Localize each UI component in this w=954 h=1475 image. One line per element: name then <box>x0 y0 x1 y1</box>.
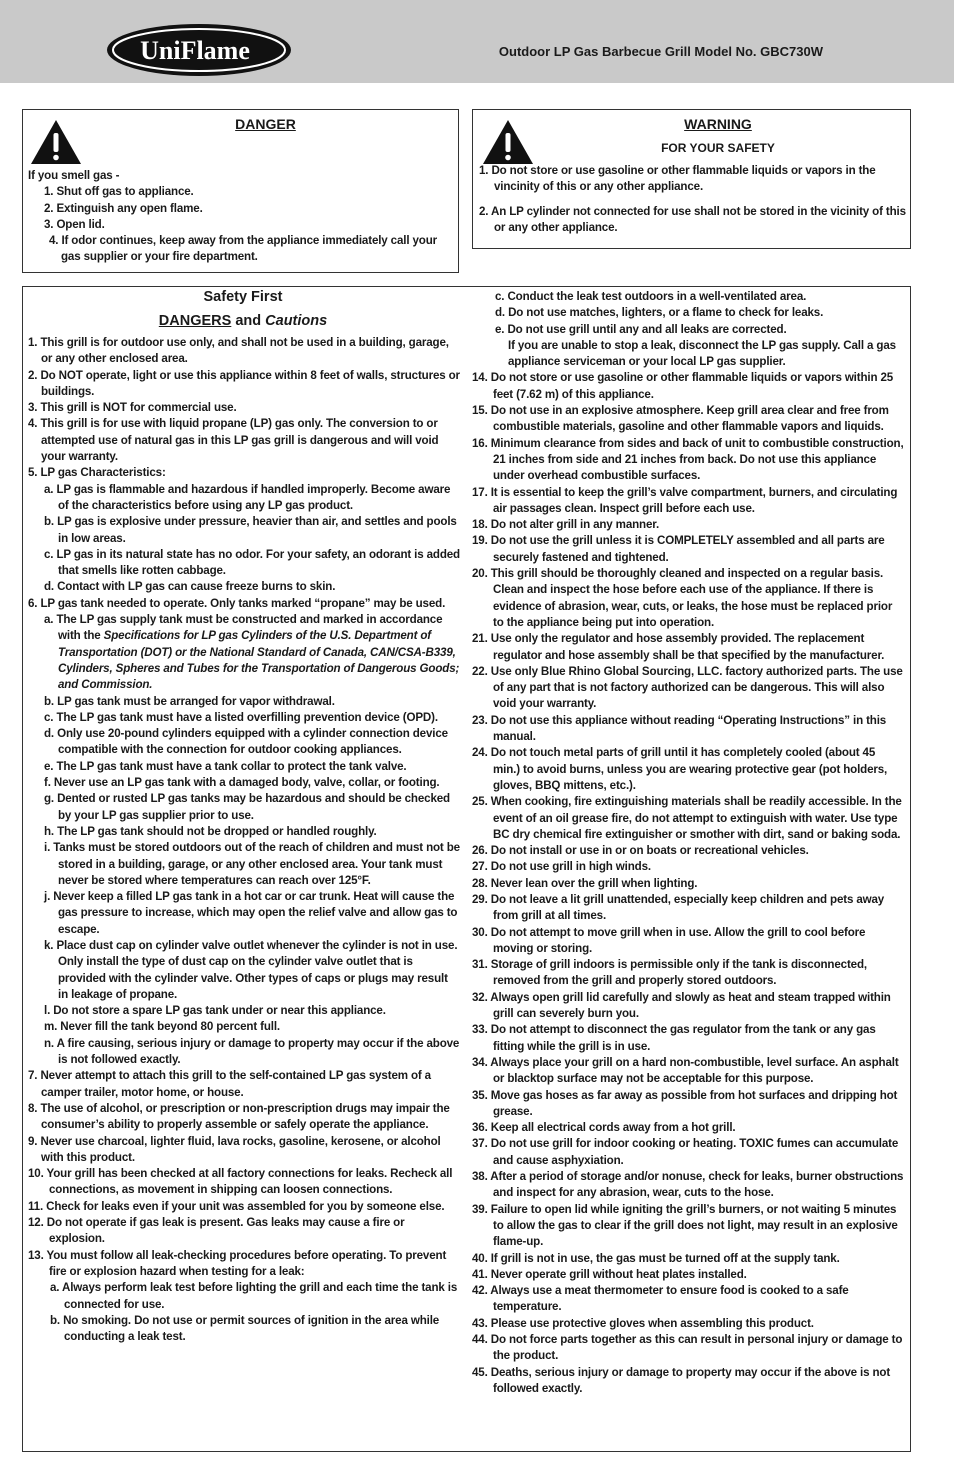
subtitle-dangers: DANGERS <box>158 313 232 329</box>
list-item: 42. Always use a meat thermometer to ensure food is cooked to a safe temperature. <box>472 1284 849 1314</box>
list-note <box>472 338 904 371</box>
list-subitem <box>28 612 460 693</box>
list-subitem: i. Tanks must be stored outdoors out of the reach of children and must not be stored in a building, garage, or any other enclosed area. Your tank must never be stored where temperatures can reach over 125°F. <box>44 841 460 887</box>
danger-list <box>28 168 456 266</box>
list-item: 38. After a period of storage and/or nonuse, check for leaks, burner obstructions and inspect for any abrasion, wear, cuts to the hose. <box>472 1170 904 1200</box>
list-subitem: k. Place dust cap on cylinder valve outlet whenever the cylinder is not in use. Only install the type of dust cap on the cylinder valve outlet that is provided with the cylinder valve. Other types of caps or plugs may result in leakage of propane. <box>44 938 458 1001</box>
list-item: 23. Do not use this appliance without reading “Operating Instructions” in this manual. <box>472 713 887 744</box>
list-item: 20. This grill should be thoroughly cleaned and inspected on a regular basis. Clean and inspect the hose before each use of the appliance. If there is evidence of abrasion, wear, cuts, or leaks, the hose must be replaced prior to the appliance being put into operation. <box>472 567 893 629</box>
list-item: 40. If grill is not in use, the gas must be turned off at the supply tank. <box>472 1251 840 1265</box>
safety-box <box>22 286 911 1452</box>
list-subitem: a. LP gas is flammable and hazardous if handled improperly. Become aware of the characteristics before using any LP gas product. <box>44 482 451 512</box>
list-subitem: b. LP gas tank must be arranged for vapor withdrawal. <box>44 694 335 708</box>
dot-specification-reference: Specifications for LP gas Cylinders of the U.S. Department of Transportation (DOT) or the National Standard of Canada, CAN/CSA-B339, Cylinders, Spheres and Tubes for the Transportation of Dangerous Goods; and Commission. <box>58 629 460 692</box>
list-subitem: m. Never fill the tank beyond 80 percent full. <box>44 1020 280 1034</box>
list-item: 43. Please use protective gloves when assembling this product. <box>472 1316 814 1330</box>
list-item: 22. Use only Blue Rhino Global Sourcing, LLC. factory authorized parts. The use of any part that is not factory authorized can be dangerous. This will also void your warranty. <box>472 664 903 711</box>
list-subitem: d. Only use 20-pound cylinders equipped with a cylinder connection device compatible with the connection for outdoor cooking appliances. <box>44 727 448 757</box>
list-item: 39. Failure to open lid while igniting the grill’s burners, or not waiting 5 minutes to allow the gas to clear if the grill does not light, may result in an explosive flame-up. <box>472 1202 898 1249</box>
list-subitem: e. The LP gas tank must have a tank collar to protect the tank valve. <box>44 759 407 773</box>
list-subitem: j. Never keep a filled LP gas tank in a hot car or car trunk. Heat will cause the gas pressure to increase, which may open the relief valve and allow gas to escape. <box>44 890 458 936</box>
list-subitem: h. The LP gas tank should not be dropped or handled roughly. <box>44 824 377 838</box>
list-subitem: b. LP gas is explosive under pressure, heavier than air, and settles and pools in low areas. <box>44 515 457 545</box>
warning-title: WARNING <box>684 116 752 132</box>
list-subitem: a. Always perform leak test before lighting the grill and each time the tank is connected for use. <box>50 1281 458 1311</box>
list-item: 18. Do not alter grill in any manner. <box>472 518 660 532</box>
list-subitem: g. Dented or rusted LP gas tanks may be hazardous and should be checked by your LP gas supplier prior to use. <box>44 792 450 822</box>
model-title: Outdoor LP Gas Barbecue Grill Model No. GBC730W <box>498 44 823 59</box>
list-item: 3. This grill is NOT for commercial use. <box>28 401 237 415</box>
subtitle-cautions: Cautions <box>265 313 328 329</box>
list-item: 29. Do not leave a lit grill unattended, especially keep children and pets away from grill at all times. <box>472 892 885 923</box>
danger-item: 3. Open lid. <box>44 217 105 231</box>
leak-note: If you are unable to stop a leak, disconnect the LP gas supply. Call a gas appliance serviceman or your local LP gas supplier. <box>508 338 896 369</box>
list-item: 2. Do NOT operate, light or use this appliance within 8 feet of walls, structures or buildings. <box>28 368 460 398</box>
list-item: 27. Do not use grill in high winds. <box>472 860 651 874</box>
safety-right-column <box>472 289 904 1397</box>
warning-list <box>479 163 907 244</box>
list-item: 15. Do not use in an explosive atmosphere. Keep grill area clear and free from combustible materials, gasoline and other flammable vapors and liquids. <box>472 404 889 434</box>
list-item: 32. Always open grill lid carefully and slowly as heat and steam trapped within grill can severely burn you. <box>472 990 891 1021</box>
warning-item: 1. Do not store or use gasoline or other flammable liquids or vapors in the vincinity of this or any other appliance. <box>479 164 876 194</box>
list-item: 24. Do not touch metal parts of grill until it has completely cooled (about 45 min.) to avoid burns, unless you are wearing protective gear (pot holders, gloves, BBQ mittens, etc.). <box>472 746 888 792</box>
warning-item: 2. An LP cylinder not connected for use shall not be stored in the vicinity of this or any other appliance. <box>479 204 906 234</box>
list-item: 12. Do not operate if gas leak is present. Gas leaks may cause a fire or explosion. <box>28 1216 405 1246</box>
list-subitem: d. Contact with LP gas can cause freeze burns to skin. <box>44 580 336 594</box>
safety-left-column <box>28 335 460 1345</box>
list-item: 5. LP gas Characteristics: <box>28 466 166 480</box>
list-item: 4. This grill is for use with liquid propane (LP) gas only. The conversion to or attempted use of natural gas in this LP gas grill is dangerous and will void your warranty. <box>28 417 439 464</box>
safety-subtitle <box>23 313 463 329</box>
safety-title: Safety First <box>203 289 283 305</box>
list-item: 26. Do not install or use in or on boats or recreational vehicles. <box>472 844 809 858</box>
list-item: 14. Do not store or use gasoline or other flammable liquids or vapors within 25 feet (7.62 m) of this appliance. <box>472 371 894 401</box>
danger-item: 4. If odor continues, keep away from the appliance immediately call your gas supplier or your fire department. <box>49 234 438 264</box>
brand-logo <box>105 22 293 78</box>
list-item: 7. Never attempt to attach this grill to the self-contained LP gas system of a camper trailer, motor home, or house. <box>28 1069 431 1099</box>
list-item: 45. Deaths, serious injury or damage to property may occur if the above is not followed exactly. <box>472 1365 891 1395</box>
subtitle-and: and <box>231 313 266 329</box>
list-item: 10. Your grill has been checked at all factory connections for leaks. Recheck all connections, as movement in shipping can loosen connections. <box>28 1167 453 1197</box>
list-item: 19. Do not use the grill unless it is COMPLETELY assembled and all parts are securely fastened and tightened. <box>472 534 885 564</box>
list-subitem: f. Never use an LP gas tank with a damaged body, valve, collar, or footing. <box>44 776 440 790</box>
list-subitem: l. Do not store a spare LP gas tank under or near this appliance. <box>44 1004 386 1018</box>
danger-item: 1. Shut off gas to appliance. <box>44 185 194 199</box>
list-subitem: c. LP gas in its natural state has no odor. For your safety, an odorant is added that smells like rotten cabbage. <box>44 547 460 578</box>
list-subitem: b. No smoking. Do not use or permit sources of ignition in the area while conducting a leak test. <box>50 1313 440 1344</box>
list-item: 35. Move gas hoses as far away as possible from hot surfaces and dripping hot grease. <box>472 1088 898 1118</box>
list-item: 1. This grill is for outdoor use only, and shall not be used in a building, garage, or any other enclosed area. <box>28 336 449 366</box>
list-item: 30. Do not attempt to move grill when in use. Allow the grill to cool before moving or storing. <box>472 925 866 955</box>
danger-title: DANGER <box>235 116 296 132</box>
list-subitem: n. A fire causing, serious injury or damage to property may occur if the above is not followed exactly. <box>44 1036 460 1067</box>
list-item: 6. LP gas tank needed to operate. Only tanks marked “propane” may be used. <box>28 596 446 610</box>
brand-name: UniFlame <box>140 36 250 65</box>
danger-intro: If you smell gas - <box>28 169 120 182</box>
danger-item: 2. Extinguish any open flame. <box>44 201 203 215</box>
list-subitem: c. The LP gas tank must have a listed overfilling prevention device (OPD). <box>44 710 438 724</box>
list-item: 11. Check for leaks even if your unit was assembled for you by someone else. <box>28 1199 445 1213</box>
list-item: 31. Storage of grill indoors is permissible only if the tank is disconnected, removed from the grill and properly stored outdoors. <box>472 958 867 988</box>
list-item: 37. Do not use grill for indoor cooking or heating. TOXIC fumes can accumulate and cause asphyxiation. <box>472 1137 899 1167</box>
list-item: 16. Minimum clearance from sides and back of unit to combustible construction, 21 inches from side and 21 inches from back. Do not use this appliance under overhead combustible surfaces. <box>472 436 904 483</box>
list-item: 13. You must follow all leak-checking procedures before operating. To prevent fire or explosion hazard when testing for a leak: <box>28 1248 447 1278</box>
list-item: 25. When cooking, fire extinguishing materials shall be readily accessible. In the event of an oil grease fire, do not attempt to extinguish with water. Use type BC dry chemical fire extinguisher or smother with dirt, sand or baking soda. <box>472 795 902 841</box>
list-item: 41. Never operate grill without heat plates installed. <box>472 1267 747 1281</box>
list-item: 9. Never use charcoal, lighter fluid, lava rocks, gasoline, kerosene, or alcohol with this product. <box>28 1134 441 1164</box>
list-item: 44. Do not force parts together as this can result in personal injury or damage to the product. <box>472 1333 903 1363</box>
list-item: 33. Do not attempt to disconnect the gas regulator from the tank or any gas fitting while the grill is in use. <box>472 1023 876 1053</box>
warning-box <box>472 109 911 249</box>
list-item: 34. Always place your grill on a hard non-combustible, level surface. An asphalt or blacktop surface may not be acceptable for this purpose. <box>472 1055 899 1086</box>
warning-subtitle: FOR YOUR SAFETY <box>661 141 775 155</box>
list-subitem: e. Do not use grill until any and all leaks are corrected. <box>495 322 787 336</box>
list-item: 36. Keep all electrical cords away from a hot grill. <box>472 1121 736 1135</box>
list-item: 17. It is essential to keep the grill’s valve compartment, burners, and circulating air passages clean. Inspect grill before each use. <box>472 485 898 515</box>
list-item: 8. The use of alcohol, or prescription or non-prescription drugs may impair the consumer’s ability to properly assemble or safely operate the appliance. <box>28 1101 450 1132</box>
subitem-text: a. The LP gas supply tank must be constructed and marked in accordance with the <box>44 613 443 643</box>
danger-box <box>22 109 459 273</box>
list-item: 28. Never lean over the grill when lighting. <box>472 876 698 890</box>
list-item: 21. Use only the regulator and hose assembly provided. The replacement regulator and hose assembly shall be that specified by the manufacturer. <box>472 632 885 662</box>
list-subitem: c. Conduct the leak test outdoors in a well-ventilated area. <box>495 290 807 303</box>
list-subitem: d. Do not use matches, lighters, or a flame to check for leaks. <box>495 306 824 320</box>
